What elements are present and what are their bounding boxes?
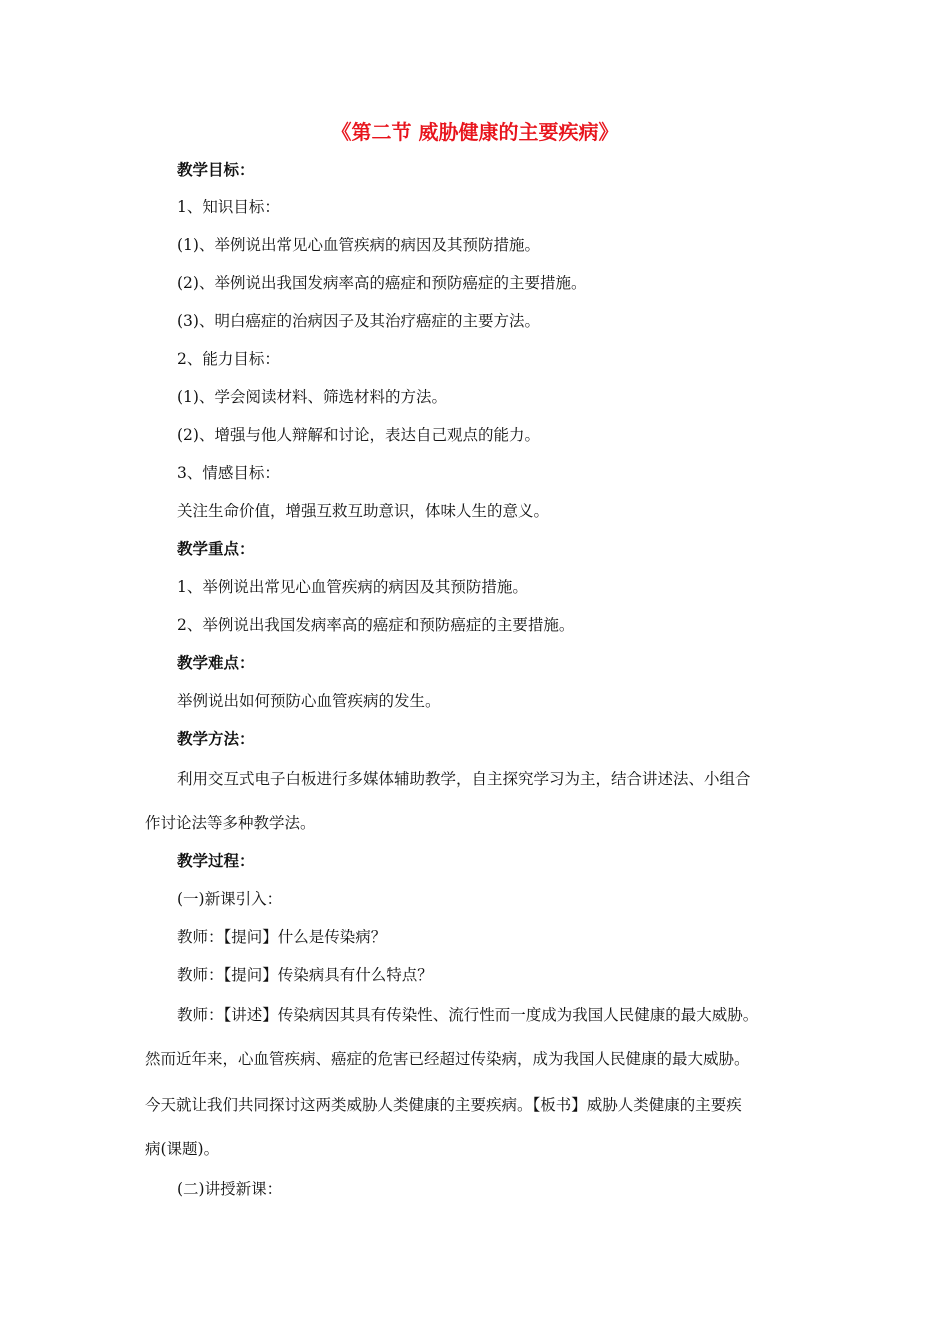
teacher-lecture-line: 教师：【讲述】传染病因其具有传染性、流行性而一度成为我国人民健康的最大威胁。 [177,1006,759,1024]
key-point-item: 1、举例说出常见心血管疾病的病因及其预防措施。 [177,578,528,596]
process-heading: 教学过程： [177,852,255,870]
ability-item: (1)、学会阅读材料、筛选材料的方法。 [177,388,447,406]
methods-heading: 教学方法： [177,730,255,748]
ability-goals-heading: 2、能力目标： [177,350,280,368]
knowledge-item: (1)、举例说出常见心血管疾病的病因及其预防措施。 [177,236,540,254]
key-point-item: 2、举例说出我国发病率高的癌症和预防癌症的主要措施。 [177,616,575,634]
ability-item: (2)、增强与他人辩解和讨论，表达自己观点的能力。 [177,426,540,444]
emotion-goals-heading: 3、情感目标： [177,464,280,482]
new-lesson-heading: (二)讲授新课： [177,1180,283,1198]
knowledge-goals-heading: 1、知识目标： [177,198,280,216]
difficulties-text: 举例说出如何预防心血管疾病的发生。 [177,692,441,710]
difficulties-heading: 教学难点： [177,654,255,672]
methods-text-line: 作讨论法等多种教学法。 [145,814,316,832]
teacher-question: 教师：【提问】传染病具有什么特点？ [177,966,433,984]
methods-text-line: 利用交互式电子白板进行多媒体辅助教学，自主探究学习为主，结合讲述法、小组合 [177,770,751,788]
knowledge-item: (2)、举例说出我国发病率高的癌症和预防癌症的主要措施。 [177,274,587,292]
document-title: 《第二节 威胁健康的主要疾病》 [331,120,619,144]
key-points-heading: 教学重点： [177,540,255,558]
teacher-lecture-line: 病(课题)。 [145,1140,220,1158]
teaching-goals-heading: 教学目标： [177,161,255,179]
teacher-lecture-line: 今天就让我们共同探讨这两类威胁人类健康的主要疾病。【板书】威胁人类健康的主要疾 [145,1096,742,1114]
emotion-goals-text: 关注生命价值，增强互救互助意识，体味人生的意义。 [177,502,550,520]
teacher-lecture-line: 然而近年来，心血管疾病、癌症的危害已经超过传染病，成为我国人民健康的最大威胁。 [145,1050,750,1068]
intro-heading: (一)新课引入： [177,890,283,908]
teacher-question: 教师：【提问】什么是传染病？ [177,928,387,946]
knowledge-item: (3)、明白癌症的治病因子及其治疗癌症的主要方法。 [177,312,540,330]
